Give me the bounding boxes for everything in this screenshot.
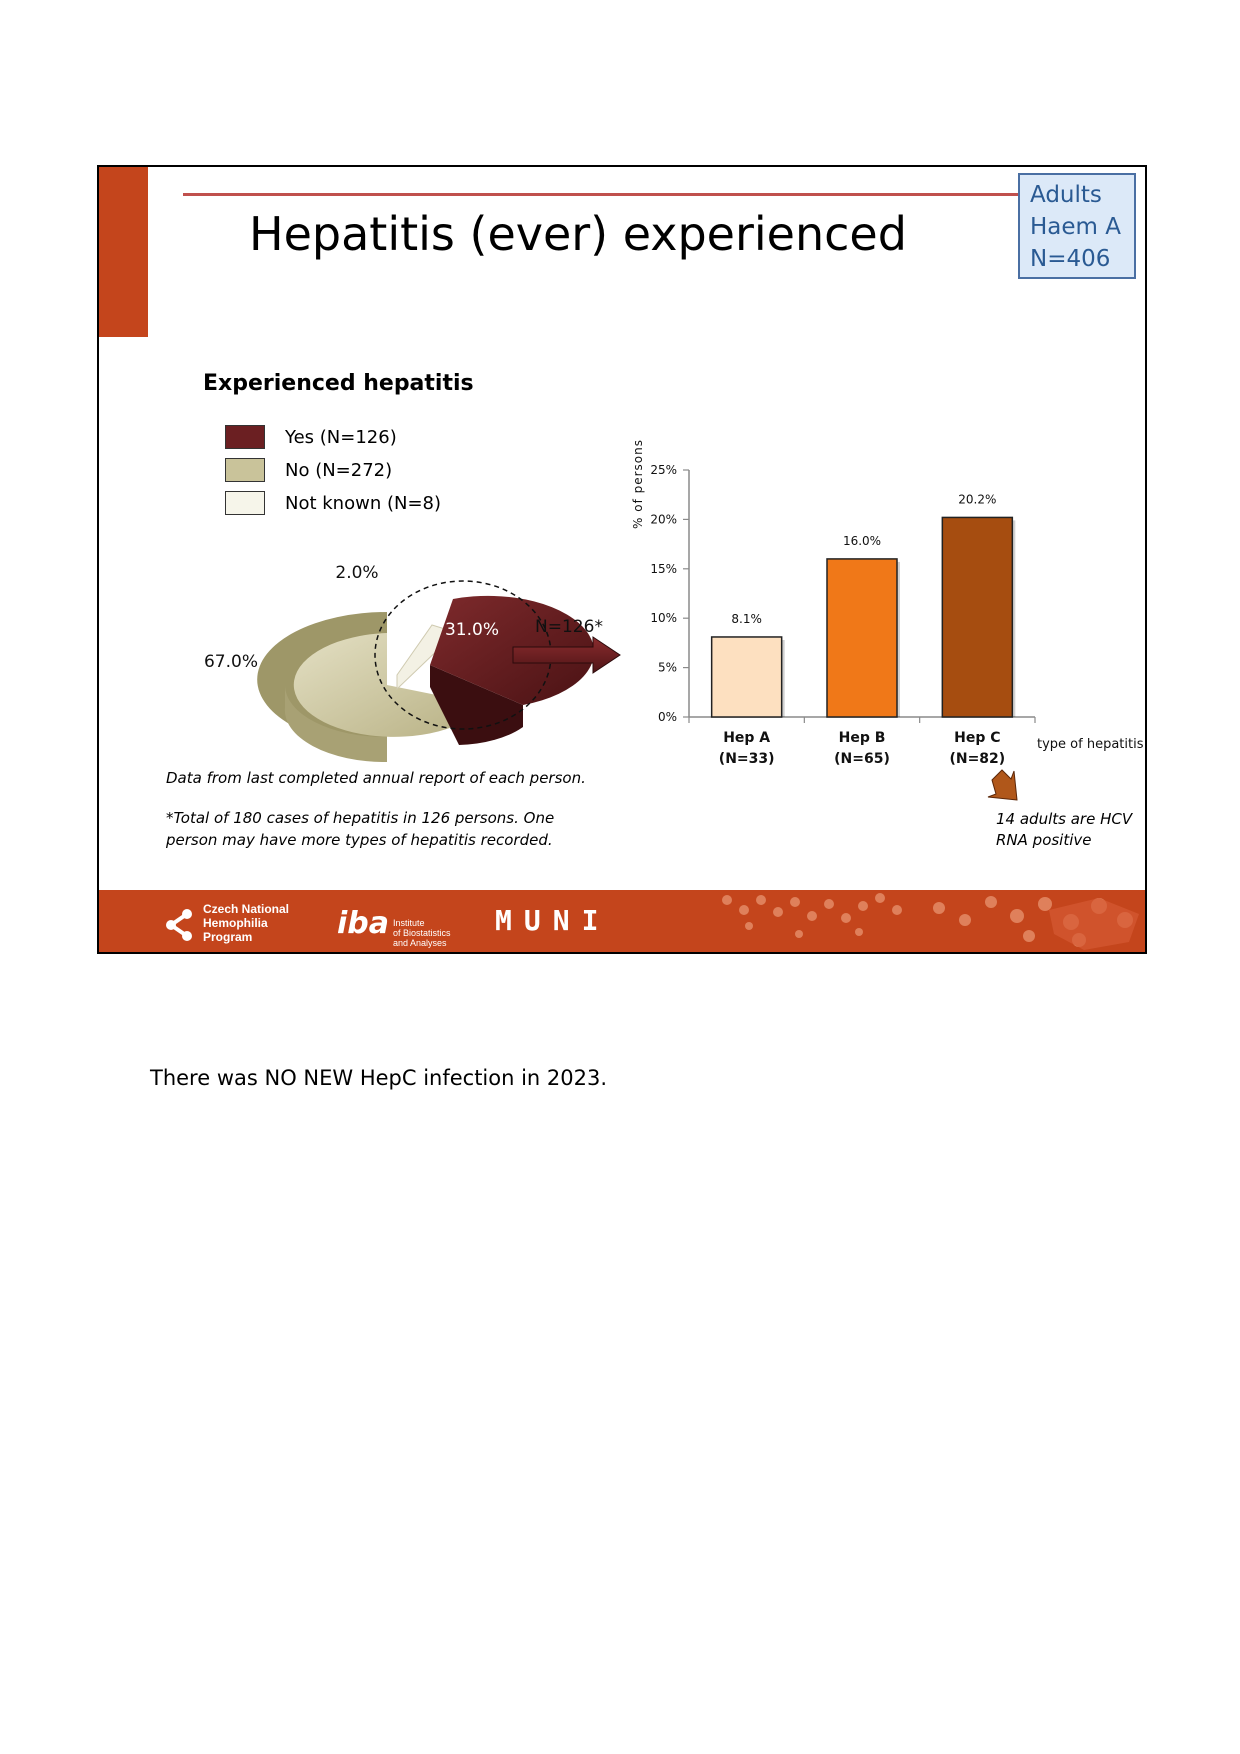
chnp-logo-icon: [165, 908, 199, 942]
x-category-sublabel: (N=33): [718, 751, 775, 767]
info-box-line-3: N=406: [1030, 246, 1111, 272]
chnp-logo-line-3: Program: [203, 930, 253, 944]
bottom-statement: There was NO NEW HepC infection in 2023.: [150, 1066, 608, 1090]
hcv-callout-arrow: [988, 770, 1017, 800]
pie-data-label-yes: 31.0%: [444, 620, 500, 640]
total-cases-note-line-2: person may have more types of hepatitis recorded.: [166, 831, 553, 849]
arrow-label: N=126*: [535, 617, 603, 637]
y-tick-label: 0%: [657, 710, 677, 724]
x-category-label: Hep C: [954, 730, 1001, 746]
bar-data-label: 20.2%: [958, 492, 997, 507]
bar-chart-bars: [712, 492, 1016, 767]
legend-label-no: No (N=272): [285, 460, 393, 481]
hcv-rna-note: [996, 809, 1132, 851]
info-box-line-1: Adults: [1030, 182, 1102, 208]
pie-chart-title: Experienced hepatitis: [203, 371, 474, 396]
iba-logo-line-3: and Analyses: [393, 938, 447, 948]
pie-data-label-no: 67.0%: [203, 652, 259, 672]
x-category-label: Hep B: [838, 730, 886, 746]
info-box-line-2: Haem A: [1030, 214, 1121, 240]
chnp-logo-line-2: Hemophilia: [203, 916, 268, 930]
y-tick-label: 10%: [650, 611, 677, 626]
x-category-label: Hep A: [723, 730, 771, 746]
y-tick-label: 20%: [650, 512, 677, 527]
x-category-sublabel: (N=82): [949, 751, 1006, 767]
bar-hep-a: [712, 637, 782, 717]
y-tick-label: 5%: [657, 660, 677, 675]
data-source-note: Data from last completed annual report of each person.: [166, 769, 586, 787]
footer-bar: [99, 890, 1145, 954]
iba-logo-mark: iba: [337, 906, 390, 941]
bar-chart-y-axis-title: % of persons: [631, 439, 645, 529]
hcv-rna-note-line-2: RNA positive: [996, 831, 1092, 849]
slide-title: Hepatitis (ever) experienced: [249, 207, 907, 261]
slide: [97, 165, 1147, 954]
hcv-rna-note-line-1: 14 adults are HCV: [996, 810, 1133, 828]
iba-logo-line-2: of Biostatistics: [393, 928, 451, 938]
muni-logo: MUNI: [495, 904, 611, 937]
legend-label-yes: Yes (N=126): [285, 427, 397, 448]
bar-hep-c: [942, 517, 1012, 717]
bar-data-label: 16.0%: [842, 533, 882, 548]
y-tick-label: 15%: [650, 561, 677, 576]
legend-label-not-known: Not known (N=8): [285, 493, 441, 514]
iba-logo-line-1: Institute: [393, 918, 425, 928]
y-tick-label: 25%: [650, 463, 677, 477]
bar-hep-b: [827, 559, 897, 717]
chnp-logo-line-1: Czech National: [203, 902, 290, 916]
pie-data-label-not-known: 2.0%: [335, 563, 379, 583]
x-category-sublabel: (N=65): [834, 751, 890, 767]
bar-data-label: 8.1%: [731, 611, 762, 626]
bar-chart-x-axis-title: type of hepatitis: [1037, 737, 1144, 752]
total-cases-note-line-1: *Total of 180 cases of hepatitis in 126 persons. One: [166, 809, 555, 827]
total-cases-note: [166, 807, 554, 851]
